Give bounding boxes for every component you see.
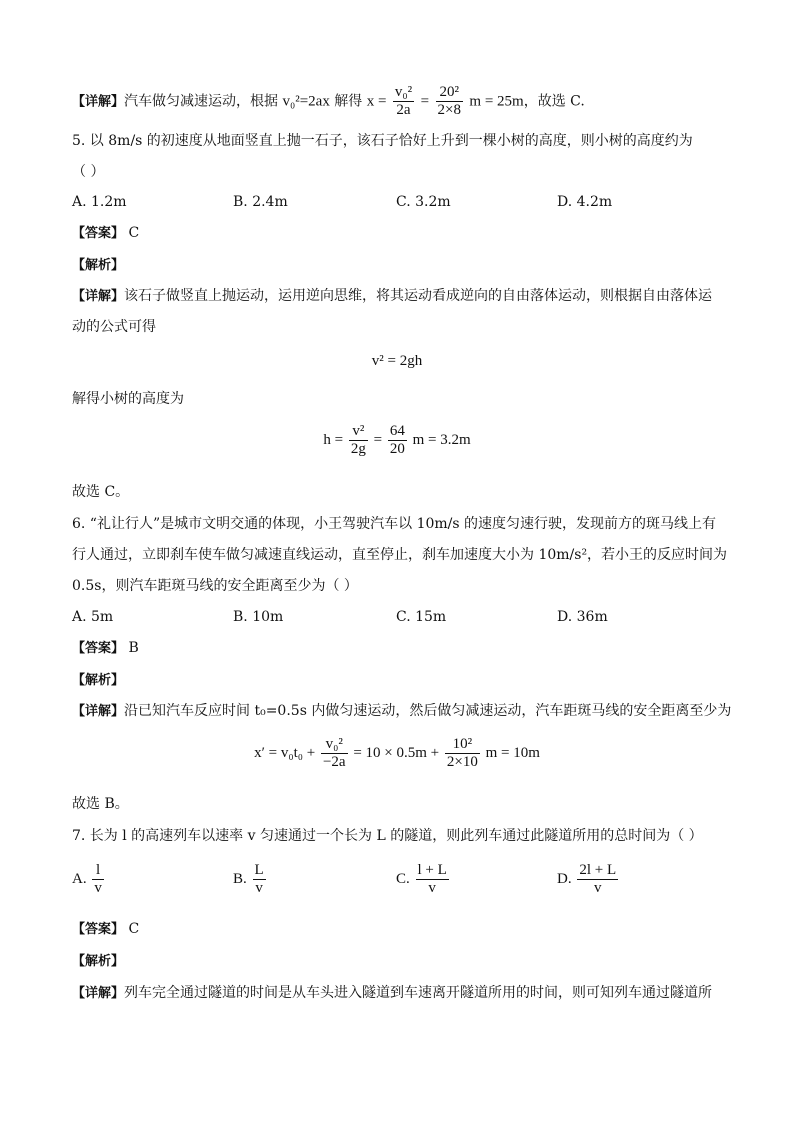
q5-formula-2 <box>0 423 794 458</box>
top-solve: 解得 <box>334 93 363 110</box>
q7-a-label: A. <box>72 870 87 887</box>
q7-a-fraction <box>92 862 104 897</box>
detail-tag: 【详解】 <box>72 704 125 719</box>
q5-conclusion: 故选 C。 <box>72 484 130 500</box>
q5-f-tail: m = 3.2m <box>412 431 471 448</box>
q6-detail-text: 沿已知汽车反应时间 t₀=0.5s 内做匀速运动，然后做匀减速运动，汽车距斑马线的安全距离至少为 <box>124 703 732 719</box>
q5-detail-line-1 <box>72 287 712 306</box>
q7-detail-line-1 <box>72 984 712 1003</box>
q6-formula <box>0 736 794 771</box>
q5-f-num2: 64 <box>389 423 405 439</box>
q7-detail-text: 列车完全通过隧道的时间是从车头进入隧道到车速离开隧道所用的时间，则可知列车通过隧道所 <box>124 985 713 1001</box>
q5-f-lhs: h = <box>323 431 344 448</box>
analysis-tag: 【解析】 <box>72 673 125 688</box>
top-eq-lhs: x = <box>366 93 387 110</box>
q5-analysis <box>72 256 124 275</box>
top-fraction-2 <box>436 84 463 119</box>
q5-option-b: B. 2.4m <box>233 194 288 210</box>
q5-detail-text: 该石子做竖直上抛运动，运用逆向思维，将其运动看成逆向的自由落体运动，则根据自由落体运 <box>124 288 713 304</box>
q7-answer <box>72 920 139 939</box>
top-f1-num: v₀² <box>394 84 413 100</box>
q5-stem-line-2: （ ） <box>72 164 105 180</box>
q7-b-num: L <box>254 862 264 878</box>
top-relation: v₀²=2ax <box>282 93 330 110</box>
q7-c-den: v <box>428 880 436 896</box>
q6-conclusion: 故选 B。 <box>72 796 129 812</box>
q5-f-den2: 20 <box>389 441 405 457</box>
detail-tag: 【详解】 <box>72 94 125 110</box>
q5-f-den1: 2g <box>350 441 366 457</box>
q7-option-c <box>396 862 451 897</box>
q6-f-den2: 2×10 <box>446 754 478 770</box>
q5-fraction-1 <box>349 423 368 458</box>
q7-stem: 7. 长为 l 的高速列车以速率 v 匀速通过一个长为 L 的隧道，则此列车通过此隧道所用的总时间为（ ） <box>72 828 703 844</box>
q5-f-eq: = <box>373 431 383 448</box>
q7-c-num: l + L <box>417 862 447 878</box>
q7-c-fraction <box>416 862 449 897</box>
q6-fraction-2 <box>445 736 480 771</box>
q5-option-d: D. 4.2m <box>557 194 613 210</box>
answer-tag: 【答案】 <box>72 641 125 656</box>
q6-option-a: A. 5m <box>72 609 114 625</box>
top-eq-tail: m = 25m <box>469 93 524 110</box>
q6-f-tail: m = 10m <box>485 744 540 761</box>
q6-option-c: C. 15m <box>396 609 447 625</box>
q6-f-num2: 10² <box>445 736 480 754</box>
q7-c-label: C. <box>396 870 410 887</box>
q6-stem-line-2: 行人通过，立即刹车使车做匀减速直线运动，直至停止，刹车加速度大小为 10m/s²，若小王的反应时间为 <box>72 547 728 563</box>
q7-option-a <box>72 862 106 897</box>
q7-option-d <box>557 862 620 897</box>
q6-f-mid: = 10 × 0.5m + <box>353 744 440 761</box>
q5-detail-line-2: 动的公式可得 <box>72 319 156 335</box>
answer-tag: 【答案】 <box>72 226 125 241</box>
q5-f-num1: v² <box>349 423 368 441</box>
q6-f-den1: −2a <box>322 754 346 770</box>
q7-b-den: v <box>255 880 263 896</box>
top-eq-mid: = <box>420 93 430 110</box>
q7-d-den: v <box>593 880 602 896</box>
q5-answer <box>72 224 139 243</box>
detail-tag: 【详解】 <box>72 986 125 1001</box>
q6-stem-line-1: 6. “礼让行人”是城市文明交通的体现，小王驾驶汽车以 10m/s 的速度匀速行驶，发现前方的斑马线上有 <box>72 516 717 532</box>
analysis-tag: 【解析】 <box>72 954 125 969</box>
q6-answer <box>72 639 139 658</box>
analysis-tag: 【解析】 <box>72 258 125 273</box>
q5-option-c: C. 3.2m <box>396 194 451 210</box>
q6-analysis <box>72 671 124 690</box>
q6-option-b: B. 10m <box>233 609 284 625</box>
answer-tag: 【答案】 <box>72 922 125 937</box>
q7-d-label: D. <box>557 870 572 887</box>
top-f1-den: 2a <box>396 102 411 118</box>
q7-b-label: B. <box>233 870 247 887</box>
q7-d-fraction <box>577 862 618 897</box>
q5-fraction-2 <box>388 423 407 458</box>
q7-a-num: l <box>92 862 104 880</box>
top-choose: ，故选 C. <box>523 93 585 110</box>
q7-a-den: v <box>94 880 102 896</box>
top-f2-den: 2×8 <box>437 102 461 118</box>
q7-analysis <box>72 952 124 971</box>
q6-fraction-1 <box>321 736 348 771</box>
q6-f-lhs: x′ = v₀t₀ + <box>254 744 316 761</box>
top-text: 汽车做匀减速运动，根据 <box>124 93 279 110</box>
q7-answer-value: C <box>128 921 140 937</box>
q7-d-num: 2l + L <box>579 862 617 878</box>
top-solution-line <box>72 84 585 119</box>
top-f2-num: 20² <box>436 84 463 102</box>
q5-formula-1: v² = 2gh <box>371 353 423 369</box>
q6-stem-line-3: 0.5s，则汽车距斑马线的安全距离至少为（ ） <box>72 578 358 594</box>
q7-b-fraction <box>253 862 266 897</box>
q6-answer-value: B <box>128 640 139 656</box>
q6-f-num1: v₀² <box>321 736 348 754</box>
q5-option-a: A. 1.2m <box>72 194 127 210</box>
q5-stem-line-1: 5. 以 8m/s 的初速度从地面竖直上抛一石子，该石子恰好上升到一棵小树的高度，则小树的高度约为 <box>72 133 693 149</box>
q5-solve-text: 解得小树的高度为 <box>72 391 184 407</box>
detail-tag: 【详解】 <box>72 289 125 304</box>
q6-option-d: D. 36m <box>557 609 608 625</box>
top-fraction-1 <box>393 84 414 119</box>
q5-answer-value: C <box>128 225 140 241</box>
q6-detail-line-1 <box>72 702 731 721</box>
q7-option-b <box>233 862 268 897</box>
